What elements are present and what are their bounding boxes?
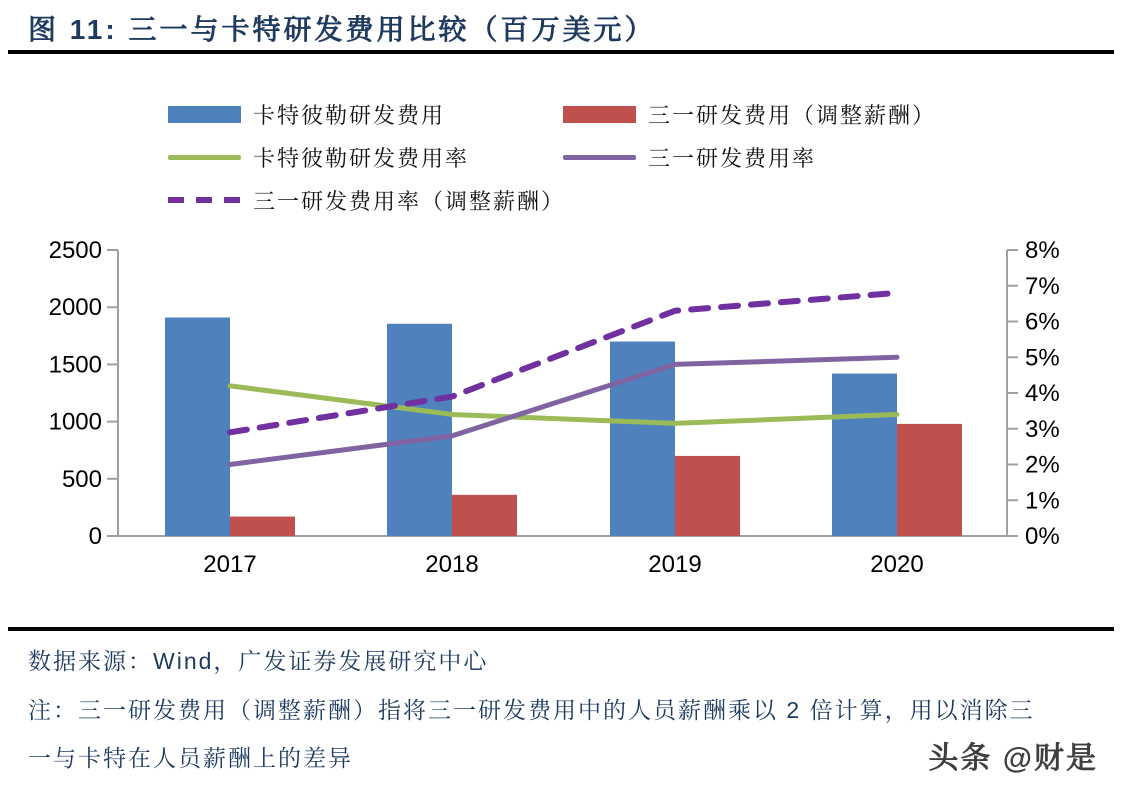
right-axis-tick-label: 4% [1025,380,1060,407]
bar [387,324,452,536]
left-axis-tick-label: 500 [61,465,102,493]
footnote-line-2: 一与卡特在人员薪酬上的差异 [28,745,353,771]
left-axis-tick-label: 2500 [48,237,102,264]
line-series-1 [230,357,897,464]
legend-label: 卡特彼勒研发费用 [253,102,446,128]
right-axis-tick-label: 2% [1025,451,1060,479]
left-axis-tick-label: 1000 [48,408,102,436]
footnote-line-1: 注：三一研发费用（调整薪酬）指将三一研发费用中的人员薪酬乘以 2 倍计算，用以消除三 [28,697,1035,723]
bar-series-group [165,317,962,536]
line-series-group [230,293,897,465]
right-axis-tick-label: 0% [1025,523,1060,550]
bar [452,495,517,536]
x-axis-category-label: 2020 [870,551,924,578]
right-axis-tick-label: 1% [1025,487,1060,515]
x-axis-category-label: 2017 [203,551,257,578]
left-axis-tick-label: 2000 [48,294,102,322]
left-axis-tick-label: 0 [88,523,102,550]
right-axis-tick-label: 8% [1025,237,1060,264]
x-axis-category-label: 2019 [648,551,702,578]
bar [832,374,897,536]
bar [230,517,295,536]
legend-label: 三一研发费用（调整薪酬） [648,102,937,128]
right-axis-tick-label: 7% [1025,272,1060,300]
right-axis-tick-label: 3% [1025,415,1060,443]
figure-title: 图 11: 三一与卡特研发费用比较（百万美元） [28,14,656,45]
bar [675,456,740,536]
left-axis-tick-label: 1500 [48,351,102,379]
data-source-text: 数据来源：Wind，广发证券发展研究中心 [28,648,489,674]
legend-label: 卡特彼勒研发费用率 [253,145,470,171]
bar [610,342,675,536]
right-axis-tick-label: 6% [1025,308,1060,336]
footer-separator-line [8,627,1114,631]
bar [165,317,230,536]
bar [897,424,962,536]
x-axis-category-label: 2018 [425,551,479,578]
legend-label: 三一研发费用率（调整薪酬） [253,188,566,214]
legend-label: 三一研发费用率 [648,145,817,171]
toutiao-watermark: 头条 @财是 [928,742,1098,775]
right-axis-tick-label: 5% [1025,344,1060,372]
